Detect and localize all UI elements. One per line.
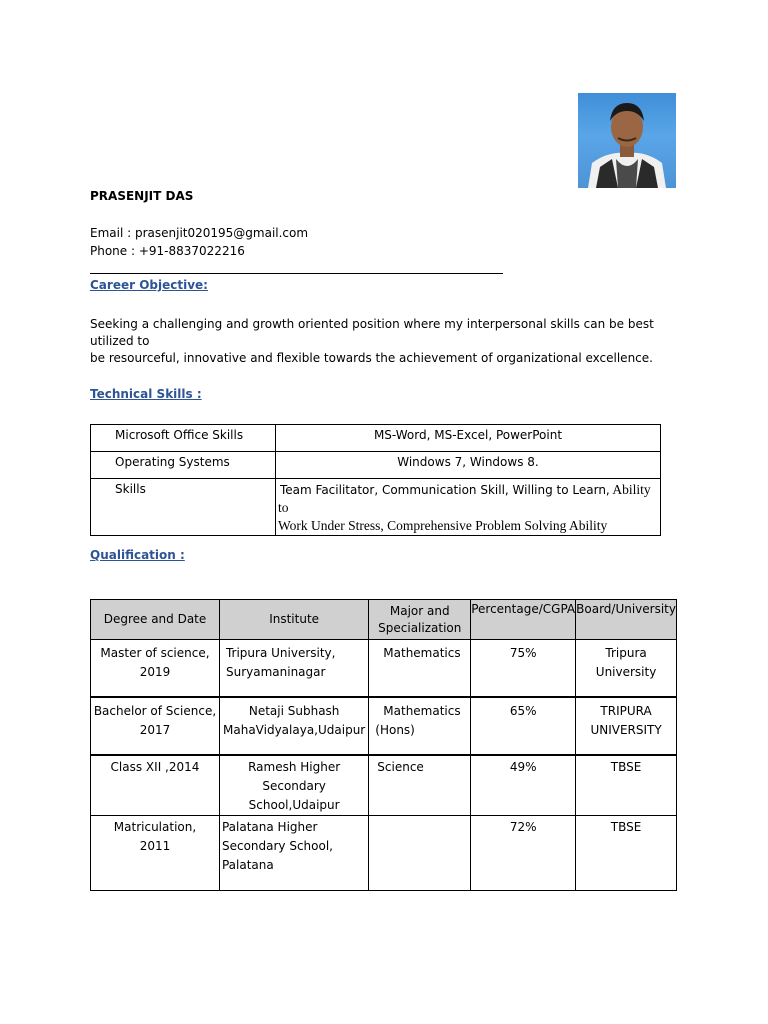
institute-line: Palatana bbox=[221, 858, 274, 872]
degree-cell bbox=[91, 640, 220, 698]
skill-label: Skills bbox=[91, 479, 276, 536]
percentage-cell: 49% bbox=[471, 755, 576, 816]
table-row bbox=[91, 697, 677, 755]
major-line: Mathematics bbox=[383, 704, 461, 718]
degree-line: Bachelor of Science, bbox=[93, 704, 217, 718]
skill-label: Microsoft Office Skills bbox=[91, 425, 276, 452]
table-header-row bbox=[91, 600, 677, 640]
qualification-table bbox=[90, 599, 677, 891]
board-line: TBSE bbox=[610, 760, 642, 774]
degree-line: Matriculation, bbox=[113, 820, 197, 834]
skill-value-part-c: Work Under Stress, Comprehensive Problem Solving Ability bbox=[278, 518, 608, 533]
divider-rule bbox=[90, 273, 503, 274]
major-cell bbox=[369, 755, 471, 816]
skill-value bbox=[276, 479, 661, 536]
institute-cell bbox=[219, 755, 368, 816]
institute-line: Palatana Higher bbox=[221, 820, 318, 834]
board-cell bbox=[576, 640, 677, 698]
board-line: University bbox=[595, 665, 657, 679]
major-line: (Hons) bbox=[375, 723, 415, 737]
institute-line: Ramesh Higher Secondary bbox=[248, 760, 341, 793]
major-cell bbox=[369, 697, 471, 755]
person-portrait-icon bbox=[578, 93, 676, 188]
phone-line: Phone : +91-8837022216 bbox=[90, 244, 245, 258]
major-line: Mathematics bbox=[383, 646, 461, 660]
institute-line: Secondary School, bbox=[221, 839, 333, 853]
board-line: Tripura bbox=[605, 646, 647, 660]
institute-line: MahaVidyalaya,Udaipur bbox=[223, 723, 366, 737]
percentage-cell: 65% bbox=[471, 697, 576, 755]
board-cell bbox=[576, 755, 677, 816]
career-objective-heading: Career Objective: bbox=[90, 278, 208, 292]
degree-cell bbox=[91, 755, 220, 816]
board-cell bbox=[576, 816, 677, 891]
header-degree: Degree and Date bbox=[91, 600, 220, 640]
major-line: Science bbox=[377, 760, 424, 774]
major-cell bbox=[369, 816, 471, 891]
board-cell bbox=[576, 697, 677, 755]
degree-cell bbox=[91, 816, 220, 891]
major-cell bbox=[369, 640, 471, 698]
header-major: Major and Specialization bbox=[369, 600, 471, 640]
board-line: UNIVERSITY bbox=[590, 723, 662, 737]
career-objective-text bbox=[90, 316, 690, 367]
skill-value-part-a: Team Facilitator, Communication Skill, Willing to Learn, bbox=[280, 483, 610, 497]
career-objective-line-1: Seeking a challenging and growth oriented position where my interpersonal skills can be best utilized to bbox=[90, 317, 654, 348]
header-percentage: Percentage/CGPA bbox=[471, 600, 576, 640]
table-row bbox=[91, 479, 661, 536]
table-row bbox=[91, 452, 661, 479]
candidate-name: PRASENJIT DAS bbox=[90, 189, 194, 203]
institute-line: School,Udaipur bbox=[248, 798, 340, 812]
board-line: TRIPURA bbox=[600, 704, 652, 718]
skill-value: MS-Word, MS-Excel, PowerPoint bbox=[276, 425, 661, 452]
board-line: TBSE bbox=[610, 820, 642, 834]
skill-label: Operating Systems bbox=[91, 452, 276, 479]
table-row bbox=[91, 816, 677, 891]
degree-line: Master of science, bbox=[100, 646, 210, 660]
institute-cell bbox=[219, 816, 368, 891]
institute-line: Netaji Subhash bbox=[248, 704, 340, 718]
percentage-cell: 75% bbox=[471, 640, 576, 698]
career-objective-line-2: be resourceful, innovative and flexible towards the achievement of organizational excellence. bbox=[90, 351, 653, 365]
table-row bbox=[91, 425, 661, 452]
header-institute: Institute bbox=[219, 600, 368, 640]
degree-line: 2017 bbox=[139, 723, 171, 737]
qualification-heading: Qualification : bbox=[90, 548, 185, 562]
skill-value-part-b: Ability to bbox=[278, 482, 651, 515]
institute-cell bbox=[219, 640, 368, 698]
degree-line: 2011 bbox=[139, 839, 171, 853]
technical-skills-heading: Technical Skills : bbox=[90, 387, 202, 401]
profile-photo bbox=[578, 93, 676, 188]
header-board: Board/University bbox=[576, 600, 677, 640]
institute-line: Suryamaninagar bbox=[225, 665, 326, 679]
degree-line: Class XII ,2014 bbox=[110, 760, 200, 774]
skill-value: Windows 7, Windows 8. bbox=[276, 452, 661, 479]
degree-line: 2019 bbox=[139, 665, 171, 679]
table-row bbox=[91, 640, 677, 698]
percentage-cell: 72% bbox=[471, 816, 576, 891]
institute-cell bbox=[219, 697, 368, 755]
table-row bbox=[91, 755, 677, 816]
technical-skills-table bbox=[90, 424, 661, 536]
institute-line: Tripura University, bbox=[225, 646, 336, 660]
degree-cell bbox=[91, 697, 220, 755]
email-line: Email : prasenjit020195@gmail.com bbox=[90, 226, 309, 240]
